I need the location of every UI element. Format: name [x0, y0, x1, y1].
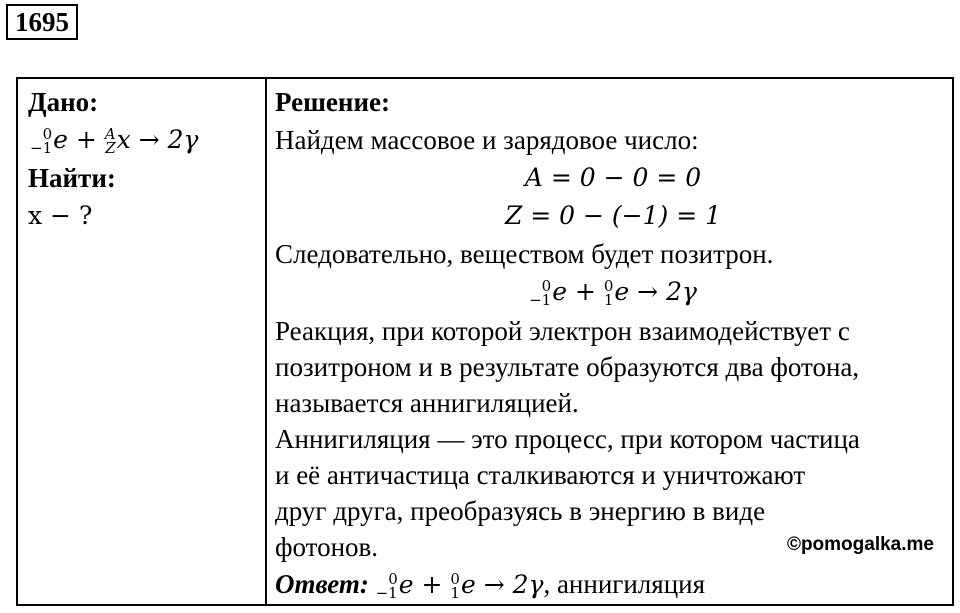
paragraph-line: Аннигиляция — это процесс, при котором частица — [275, 424, 860, 454]
find-heading: Найти: — [28, 163, 116, 193]
column-divider — [265, 79, 267, 604]
reaction-product: 2γ — [512, 570, 544, 599]
answer-reaction — [375, 570, 544, 602]
particle-symbol: e — [552, 277, 567, 306]
nuclide-scripts: 0 −1 — [529, 277, 552, 309]
solution-reaction — [275, 273, 951, 311]
nuclide-scripts: 0 1 — [450, 570, 460, 602]
reaction-product: 2γ — [666, 277, 697, 306]
arrow-icon: → — [483, 570, 505, 599]
plus-sign: + — [421, 570, 443, 599]
plus-sign: + — [75, 125, 97, 154]
answer-suffix: , аннигиляция — [543, 569, 706, 599]
paragraph-line: Реакция, при которой электрон взаимодействует с — [275, 316, 850, 346]
solution-intro: Найдем массовое и зарядовое число: — [275, 125, 699, 155]
paragraph-line: друг друга, преобразуясь в энергию в виде — [275, 496, 766, 526]
paragraph-line: называется аннигиляцией. — [275, 388, 579, 418]
paragraph-line: и её античастица сталкиваются и уничтожают — [275, 460, 806, 490]
solution-table — [16, 77, 954, 606]
paragraph-line: фотонов. — [275, 532, 379, 562]
paragraph-line: позитроном и в результате образуются два фотона, — [275, 352, 860, 382]
solution-conclusion: Следовательно, веществом будет позитрон. — [275, 239, 774, 269]
given-reaction — [28, 121, 258, 159]
reaction-product: 2γ — [167, 125, 199, 154]
solution-column — [275, 83, 951, 603]
solution-heading: Решение: — [275, 87, 390, 117]
arrow-icon: → — [138, 125, 160, 154]
watermark: ©pomogalka.me — [786, 534, 934, 555]
nuclide-scripts: 0 1 — [603, 277, 614, 309]
nuclide-scripts: 0 −1 — [30, 125, 53, 157]
equation-charge-number: Z = 0 − (−1) = 1 — [504, 201, 722, 230]
nuclide-scripts: A Z — [104, 125, 116, 157]
arrow-icon: → — [637, 277, 659, 306]
particle-symbol: e — [614, 277, 630, 306]
answer-row — [275, 565, 951, 603]
paragraph-annihilation-reaction — [275, 313, 951, 421]
given-column — [28, 83, 258, 235]
particle-symbol: e — [460, 570, 476, 599]
plus-sign: + — [574, 277, 596, 306]
problem-number: 1695 — [6, 4, 78, 40]
given-heading: Дано: — [28, 87, 99, 117]
particle-symbol: e — [53, 125, 68, 154]
nuclide-scripts: 0 −1 — [375, 570, 398, 602]
find-item: x − ? — [28, 201, 93, 230]
particle-symbol: x — [116, 125, 131, 154]
answer-label: Ответ: — [275, 569, 369, 599]
equation-mass-number: A = 0 − 0 = 0 — [524, 163, 702, 192]
particle-symbol: e — [398, 570, 414, 599]
